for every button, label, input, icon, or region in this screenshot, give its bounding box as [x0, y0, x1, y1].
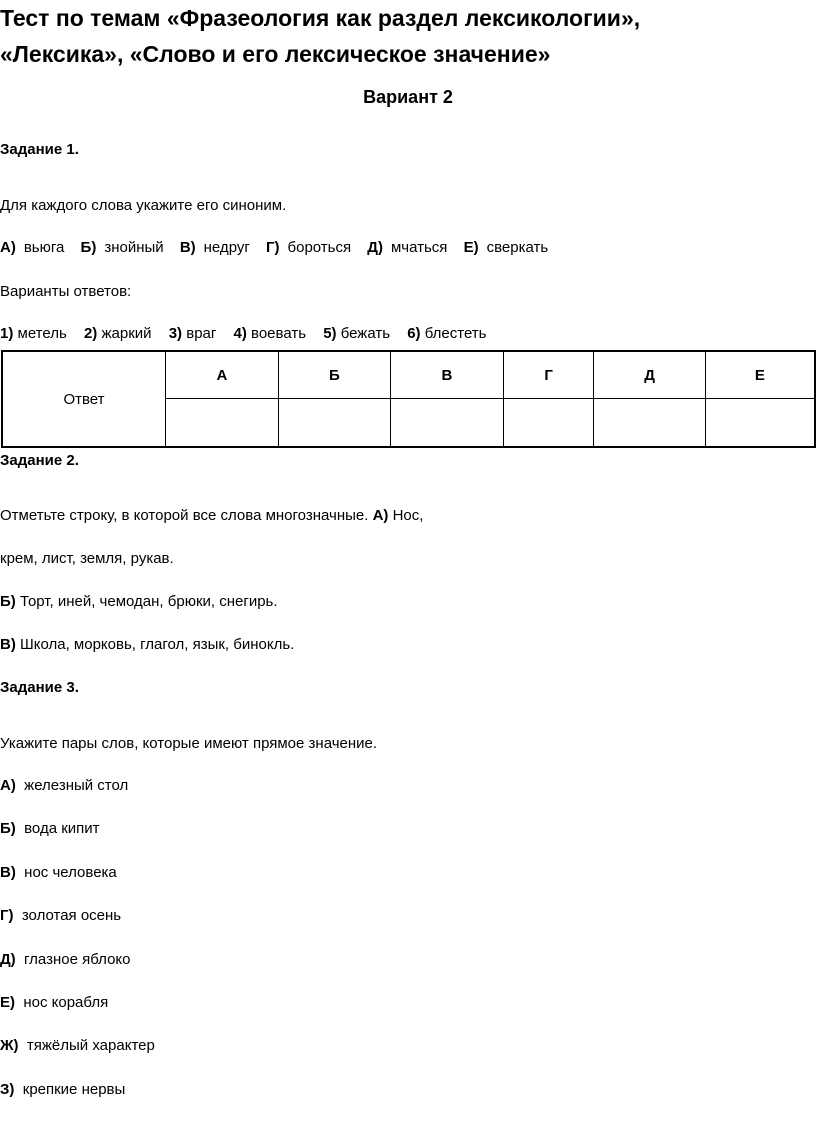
answer-cell[interactable] [705, 399, 815, 448]
task2-option-a-start: Нос, [392, 507, 424, 524]
task3-option-letter: Ж) [0, 1037, 19, 1054]
task1-answer-item [234, 325, 307, 342]
task3-option [0, 777, 128, 794]
page-title-line-1: Тест по темам «Фразеология как раздел лексикологии», [0, 5, 641, 31]
task1-answer-item [407, 325, 486, 342]
task1-answer-num: 4) [233, 325, 247, 342]
task1-word-letter: В) [179, 239, 196, 256]
task3-option-letter: З) [0, 1081, 15, 1098]
task3-option-text: железный стол [24, 777, 129, 794]
task1-word-letter: Е) [463, 239, 479, 256]
task3-option [0, 994, 108, 1011]
task1-answer-text: жаркий [101, 325, 152, 342]
task3-option [0, 1037, 155, 1054]
task3-option-text: тяжёлый характер [26, 1037, 155, 1054]
answer-row-label: Ответ [2, 351, 166, 447]
answer-column-header: А [166, 351, 279, 399]
task2-instruction: Отметьте строку, в которой все слова многозначные. [0, 507, 369, 524]
task3-option-text: золотая осень [21, 907, 122, 924]
task1-word-item [367, 239, 447, 256]
task1-word-item [464, 239, 549, 256]
task1-answer-item [323, 325, 390, 342]
task3-option-text: крепкие нервы [22, 1081, 126, 1098]
task1-answer-item [0, 325, 67, 342]
task2-option [0, 636, 294, 653]
task3-option [0, 907, 121, 924]
task3-option-letter: А) [0, 777, 16, 794]
task1-answers-label: Варианты ответов: [0, 283, 132, 300]
page-title-line-2: «Лексика», «Слово и его лексическое значение» [0, 41, 551, 67]
answer-cell[interactable] [503, 399, 594, 448]
task1-word-item [266, 239, 351, 256]
task2-option-text: Школа, морковь, глагол, язык, бинокль. [20, 636, 295, 653]
answer-column-header: Г [503, 351, 594, 399]
task2-option-letter: Б) [0, 593, 16, 610]
variant-heading: Вариант 2 [363, 87, 453, 107]
task1-answer-num: 1) [0, 325, 14, 342]
task1-answer-text: враг [186, 325, 217, 342]
answer-table [1, 350, 816, 448]
task1-word-letter: Д) [367, 239, 383, 256]
task1-word-item [180, 239, 250, 256]
task1-answer-text: воевать [251, 325, 307, 342]
task3-option-letter: Е) [0, 994, 15, 1011]
answer-cell[interactable] [594, 399, 705, 448]
task1-words-row [0, 239, 560, 256]
task1-answers-row [0, 325, 499, 342]
task2-option-a-continued: крем, лист, земля, рукав. [0, 550, 174, 567]
task2-option [0, 593, 278, 610]
task2-option-text: Торт, иней, чемодан, брюки, снегирь. [19, 593, 278, 610]
task3-option-text: нос корабля [23, 994, 109, 1011]
answer-cell[interactable] [278, 399, 390, 448]
task1-word-text: недруг [203, 239, 250, 256]
task2-option-letter: В) [0, 636, 16, 653]
task1-word-text: вьюга [23, 239, 65, 256]
task3-option-letter: Д) [0, 951, 16, 968]
task1-word-text: мчаться [390, 239, 448, 256]
answer-column-header: Д [594, 351, 705, 399]
task3-option [0, 951, 131, 968]
task3-option [0, 820, 100, 837]
task1-answer-text: блестеть [424, 325, 487, 342]
answer-column-header: Е [705, 351, 815, 399]
task1-answer-num: 5) [323, 325, 337, 342]
task1-word-letter: Б) [80, 239, 97, 256]
task1-word-item [81, 239, 164, 256]
task1-answer-item [169, 325, 217, 342]
task3-option-text: вода кипит [24, 820, 100, 837]
task1-answer-text: метель [17, 325, 67, 342]
task1-answer-text: бежать [340, 325, 391, 342]
task1-word-item [0, 239, 64, 256]
task1-heading: Задание 1. [0, 141, 79, 158]
answer-cell[interactable] [166, 399, 279, 448]
task1-word-letter: Г) [266, 239, 280, 256]
task2-option-letter: А) [372, 507, 389, 524]
task1-answer-item [84, 325, 152, 342]
task3-option [0, 1081, 125, 1098]
task3-option-text: нос человека [24, 864, 117, 881]
task3-option-letter: Г) [0, 907, 14, 924]
task3-instruction: Укажите пары слов, которые имеют прямое значение. [0, 735, 378, 752]
task2-instruction-line [0, 507, 423, 524]
task3-option-letter: Б) [0, 820, 16, 837]
task1-word-letter: А) [0, 239, 16, 256]
task1-answer-num: 3) [168, 325, 183, 342]
task1-word-text: сверкать [486, 239, 549, 256]
task1-answer-num: 6) [407, 325, 421, 342]
task1-answer-num: 2) [83, 325, 98, 342]
task1-word-text: знойный [104, 239, 164, 256]
task1-word-text: бороться [287, 239, 352, 256]
answer-cell[interactable] [391, 399, 504, 448]
task3-option-letter: В) [0, 864, 16, 881]
answer-column-header: В [391, 351, 504, 399]
task3-option-text: глазное яблоко [24, 951, 131, 968]
answer-column-header: Б [278, 351, 390, 399]
task1-instruction: Для каждого слова укажите его синоним. [0, 197, 287, 214]
task3-heading: Задание 3. [0, 679, 79, 696]
task2-heading: Задание 2. [0, 452, 79, 469]
task3-option [0, 864, 117, 881]
